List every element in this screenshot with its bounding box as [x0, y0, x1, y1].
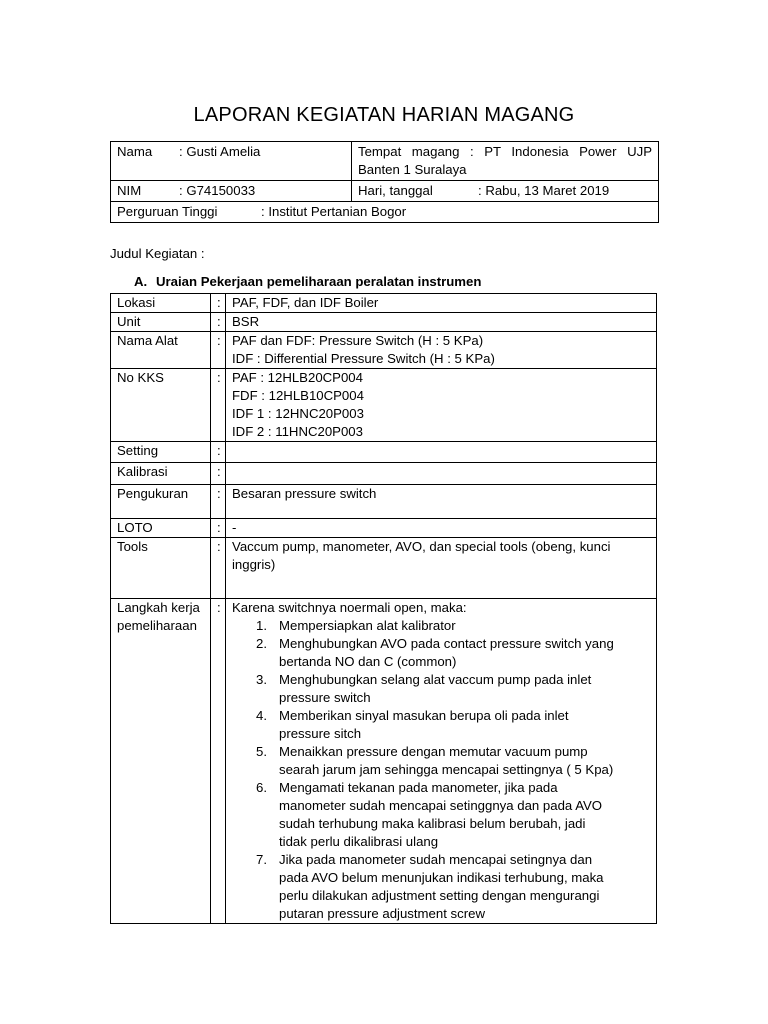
table-row — [111, 519, 657, 538]
nama-alat-line: PAF dan FDF: Pressure Switch (H : 5 KPa) — [232, 333, 484, 348]
row-label — [111, 599, 211, 924]
row-label: Nama Alat — [111, 332, 211, 369]
row-label: LOTO — [111, 519, 211, 538]
row-value: Vaccum pump, manometer, AVO, dan special tools (obeng, kunci inggris) — [226, 538, 657, 599]
colon: : — [211, 442, 226, 463]
nama-cell — [111, 142, 352, 181]
row-label: No KKS — [111, 369, 211, 442]
step-line: bertanda NO dan C (common) — [279, 654, 457, 669]
list-item — [232, 851, 650, 923]
row-label: Setting — [111, 442, 211, 463]
nama-alat-line: IDF : Differential Pressure Switch (H : 5 KPa) — [232, 351, 495, 366]
row-value — [226, 332, 657, 369]
table-row — [111, 294, 657, 313]
colon: : — [211, 519, 226, 538]
hari-label: Hari, tanggal — [358, 183, 433, 198]
list-item — [232, 707, 650, 743]
step-line: Menghubungkan AVO pada contact pressure switch yang — [279, 636, 614, 651]
row-value — [226, 442, 657, 463]
kks-line: IDF 2 : 11HNC20P003 — [232, 424, 363, 439]
page-title: LAPORAN KEGIATAN HARIAN MAGANG — [193, 104, 575, 126]
step-line: Jika pada manometer sudah mencapai setingnya dan — [279, 852, 593, 867]
kks-line: FDF : 12HLB10CP004 — [232, 388, 364, 403]
step-line: manometer sudah mencapai setinggnya dan pada AVO — [279, 798, 603, 813]
row-value: - — [226, 519, 657, 538]
table-row — [111, 463, 657, 485]
activity-table — [110, 293, 657, 924]
step-line: perlu dilakukan adjustment setting dengan mengurangi — [279, 888, 600, 903]
table-row — [111, 599, 657, 924]
hari-value: : Rabu, 13 Maret 2019 — [478, 183, 610, 198]
section-heading — [134, 274, 481, 289]
list-item — [232, 743, 650, 779]
judul-kegiatan: Judul Kegiatan : — [110, 246, 205, 261]
step-line: pressure switch — [279, 690, 371, 705]
row-value — [226, 369, 657, 442]
colon: : — [211, 538, 226, 599]
table-row — [111, 442, 657, 463]
step-line: pressure sitch — [279, 726, 362, 741]
kks-line: PAF : 12HLB20CP004 — [232, 370, 363, 385]
row-value: Besaran pressure switch — [226, 485, 657, 519]
langkah-intro: Karena switchnya noermali open, maka: — [232, 600, 467, 615]
identity-table — [110, 141, 659, 223]
step-line: Memberikan sinyal masukan berupa oli pada inlet — [279, 708, 569, 723]
nim-label: NIM — [117, 183, 142, 198]
row-value: PAF, FDF, dan IDF Boiler — [226, 294, 657, 313]
step-line: Menaikkan pressure dengan memutar vacuum pump — [279, 744, 588, 759]
table-row — [111, 485, 657, 519]
table-row — [111, 538, 657, 599]
colon: : — [211, 463, 226, 485]
row-value — [226, 599, 657, 924]
nama-value: : Gusti Amelia — [179, 144, 261, 159]
colon: : — [211, 313, 226, 332]
section-title: Uraian Pekerjaan pemeliharaan peralatan instrumen — [156, 274, 482, 289]
step-line: sudah terhubung maka kalibrasi belum berubah, jadi — [279, 816, 586, 831]
step-number: 2. — [256, 636, 267, 651]
table-row — [111, 369, 657, 442]
steps-list — [232, 617, 650, 923]
row-label: Unit — [111, 313, 211, 332]
list-item — [232, 671, 650, 707]
row-label: Pengukuran — [111, 485, 211, 519]
colon: : — [211, 599, 226, 924]
step-line: pada AVO belum menunjukan indikasi terhubung, maka — [279, 870, 604, 885]
step-number: 6. — [256, 780, 267, 795]
row-label: Lokasi — [111, 294, 211, 313]
step-number: 3. — [256, 672, 267, 687]
tempat-cell — [352, 142, 659, 181]
step-line: Mempersiapkan alat kalibrator — [279, 618, 456, 633]
colon: : — [211, 332, 226, 369]
step-number: 4. — [256, 708, 267, 723]
step-line: tidak perlu dikalibrasi ulang — [279, 834, 439, 849]
step-line: putaran pressure adjustment screw — [279, 906, 485, 921]
colon: : — [211, 294, 226, 313]
table-row — [111, 202, 659, 223]
pt-value: : Institut Pertanian Bogor — [261, 204, 407, 219]
step-number: 7. — [256, 852, 267, 867]
section-letter: A. — [134, 274, 148, 289]
nim-cell — [111, 181, 352, 202]
tempat-value: : PT Indonesia Power UJP Banten 1 Suralaya — [358, 144, 652, 177]
step-line: searah jarum jam sehingga mencapai settingnya ( 5 Kpa) — [279, 762, 614, 777]
step-line: Menghubungkan selang alat vaccum pump pada inlet — [279, 672, 592, 687]
langkah-label-line: Langkah kerja — [117, 600, 200, 615]
tempat-label: Tempat magang — [358, 144, 460, 159]
hari-cell — [352, 181, 659, 202]
step-line: Mengamati tekanan pada manometer, jika pada — [279, 780, 558, 795]
pt-cell — [111, 202, 659, 223]
colon: : — [211, 485, 226, 519]
nim-value: : G74150033 — [179, 183, 256, 198]
row-value: BSR — [226, 313, 657, 332]
table-row — [111, 142, 659, 181]
list-item — [232, 779, 650, 851]
table-row — [111, 181, 659, 202]
row-label: Kalibrasi — [111, 463, 211, 485]
table-row — [111, 313, 657, 332]
nama-label: Nama — [117, 144, 153, 159]
row-value — [226, 463, 657, 485]
langkah-label-line: pemeliharaan — [117, 618, 197, 633]
step-number: 5. — [256, 744, 267, 759]
pt-label: Perguruan Tinggi — [117, 204, 218, 219]
list-item — [232, 635, 650, 671]
kks-line: IDF 1 : 12HNC20P003 — [232, 406, 364, 421]
colon: : — [211, 369, 226, 442]
step-number: 1. — [256, 618, 267, 633]
list-item — [232, 617, 650, 635]
table-row — [111, 332, 657, 369]
row-label: Tools — [111, 538, 211, 599]
